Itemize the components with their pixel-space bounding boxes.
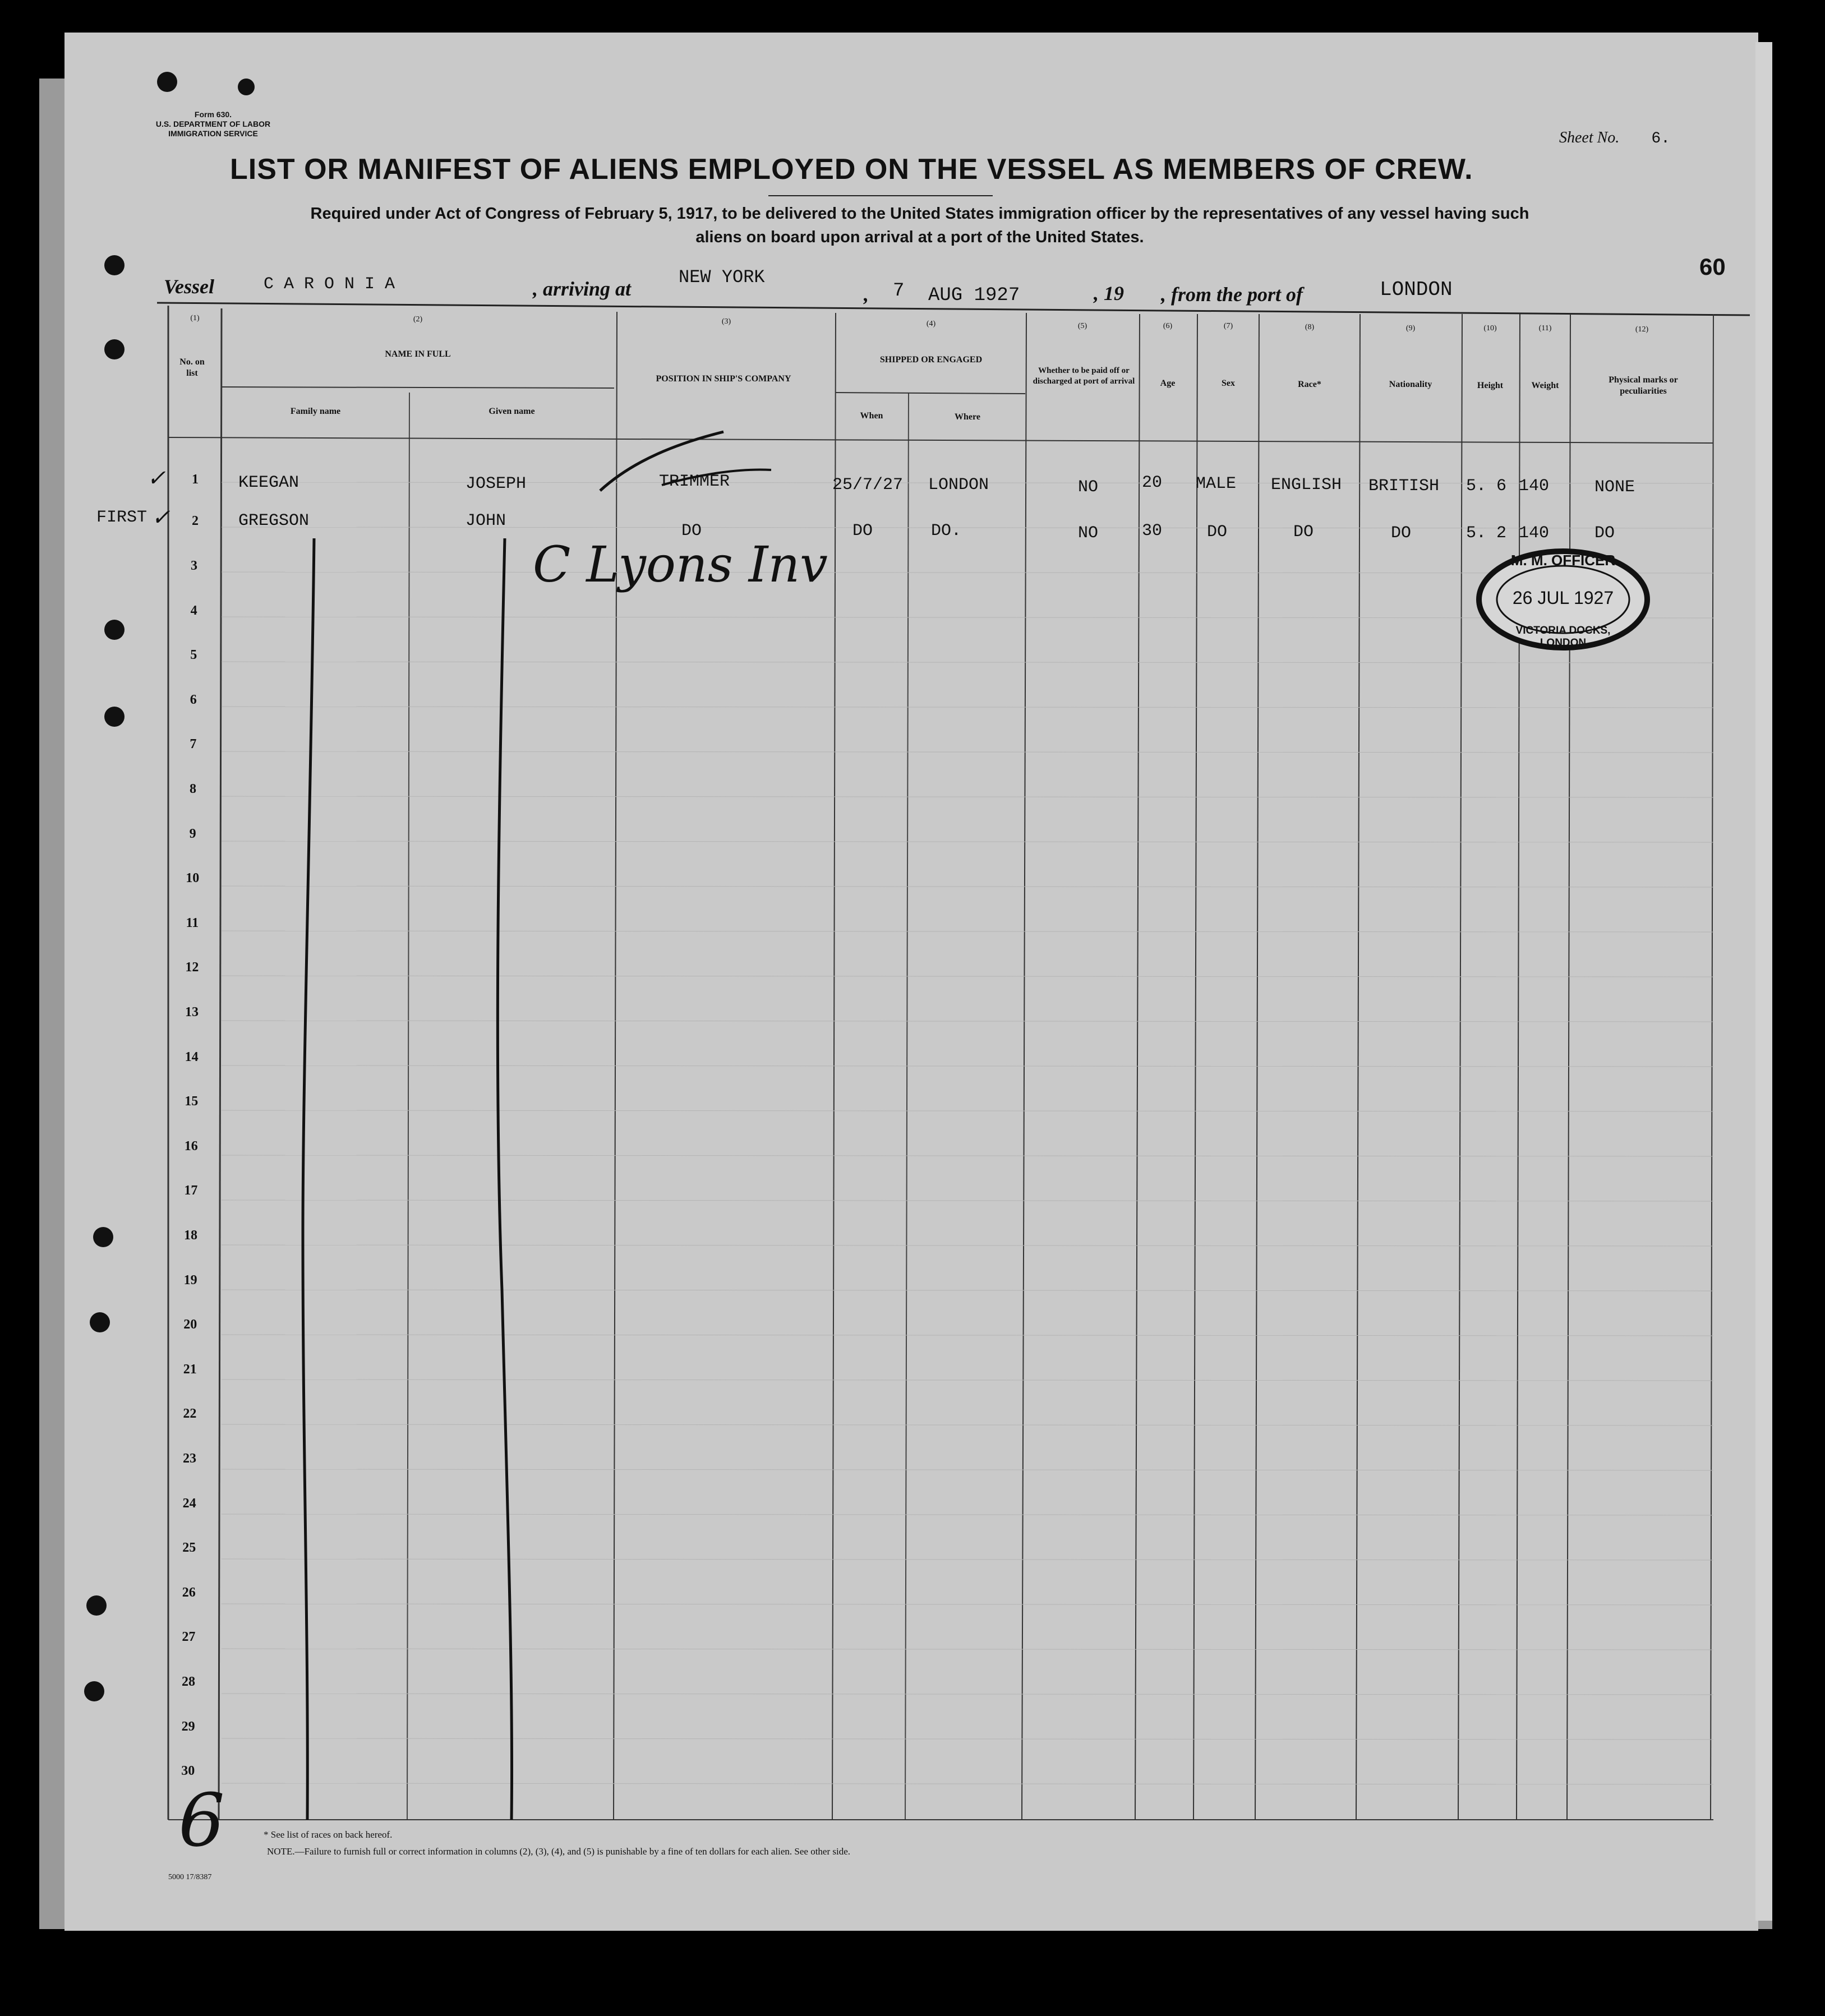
checkmark-icon: ✓ (151, 505, 170, 530)
col12-header: Physical marks or peculiarities (1609, 375, 1678, 396)
handwritten-number: 6 (178, 1778, 225, 1863)
height: 5. 6 (1466, 477, 1507, 496)
footnote-penalty: NOTE.—Failure to furnish full or correct information in columns (2), (3), (4), and (5) is punishable by a fine of ten dollars for each alien. See other side. (267, 1846, 851, 1857)
row-number: 26 (182, 1585, 196, 1600)
col4-header: SHIPPED OR ENGAGED (879, 355, 983, 365)
col2a-header: Family name (290, 407, 341, 416)
page-number: 60 (1699, 253, 1726, 280)
row-number: 28 (182, 1674, 195, 1689)
shipped-when: 25/7/27 (832, 476, 904, 495)
subtitle-line-1: Required under Act of Congress of February 5, 1917, to be delivered to the United States immigration officer by the representatives of any vessel having such (310, 205, 1529, 223)
col7-header: Sex (1222, 379, 1235, 388)
col10-number: (10) (1483, 324, 1497, 333)
department-name: U.S. DEPARTMENT OF LABOR (155, 119, 271, 128)
family-name: GREGSON (238, 511, 310, 530)
row-number: 25 (182, 1540, 196, 1556)
nationality: DO (1391, 524, 1412, 543)
col3-header: POSITION IN SHIP'S COMPANY (656, 374, 791, 384)
row-number: 18 (184, 1228, 197, 1243)
comma-mark: , (864, 283, 869, 306)
col6-header: Age (1160, 379, 1176, 388)
victoria-docks-stamp (1476, 548, 1650, 651)
col3-number: (3) (721, 317, 731, 326)
nationality: BRITISH (1368, 477, 1440, 496)
paid-off: NO (1078, 478, 1099, 497)
arriving-label: , arriving at (533, 278, 632, 300)
col4b-header: Where (955, 412, 980, 422)
age: 20 (1142, 473, 1163, 492)
row-number: 1 (192, 472, 199, 487)
row-number: 3 (191, 559, 197, 573)
col2-number: (2) (413, 315, 423, 324)
row-number: 20 (183, 1317, 197, 1332)
col4-number: (4) (926, 320, 936, 328)
paid-off: NO (1078, 524, 1099, 543)
row-number: 22 (183, 1406, 197, 1422)
weight: 140 (1519, 524, 1550, 543)
manifest-title: LIST OR MANIFEST OF ALIENS EMPLOYED ON THE VESSEL AS MEMBERS OF CREW. (230, 153, 1473, 186)
col2b-header: Given name (488, 407, 535, 416)
age: 30 (1142, 522, 1163, 541)
row-number: 2 (192, 514, 199, 528)
row-number: 7 (190, 737, 197, 752)
handwritten-annotation: C Lyons Inv (533, 536, 828, 593)
row-number: 16 (184, 1138, 198, 1154)
col11-header: Weight (1531, 381, 1559, 390)
year-prefix: , 19 (1094, 282, 1124, 305)
row-number: 23 (183, 1451, 196, 1466)
vessel-label: Vessel (164, 275, 214, 298)
physical-marks: DO (1594, 524, 1615, 543)
col9-header: Nationality (1389, 380, 1432, 389)
col11-number: (11) (1538, 324, 1552, 333)
given-name: JOHN (466, 511, 506, 530)
shipped-where: LONDON (928, 476, 989, 495)
from-port-label: , from the port of (1161, 283, 1303, 306)
col9-number: (9) (1405, 324, 1416, 333)
row-number: 14 (185, 1049, 199, 1064)
given-name: JOSEPH (466, 474, 527, 493)
row-number: 5 (190, 648, 197, 663)
race: DO (1293, 523, 1314, 542)
col6-number: (6) (1163, 322, 1173, 330)
row-number: 11 (186, 915, 199, 930)
col5-number: (5) (1077, 322, 1087, 330)
col12-number: (12) (1635, 325, 1649, 334)
row-number: 9 (189, 826, 196, 841)
shipped-where: DO. (931, 522, 962, 541)
family-name: KEEGAN (238, 473, 299, 492)
col8-number: (8) (1305, 323, 1315, 331)
row-number: 30 (181, 1764, 195, 1779)
col10-header: Height (1477, 381, 1504, 390)
row-number: 24 (182, 1496, 196, 1511)
form-number: Form 630. (194, 110, 232, 119)
sheet-value: 6. (1651, 130, 1670, 147)
row-number: 10 (186, 871, 200, 886)
col2-header: NAME IN FULL (385, 349, 451, 359)
row-number: 29 (181, 1719, 195, 1734)
height: 5. 2 (1466, 524, 1507, 543)
col7-number: (7) (1223, 322, 1233, 330)
col1-header: No. on list (179, 357, 205, 378)
physical-marks: NONE (1594, 478, 1635, 497)
row-number: 27 (182, 1630, 196, 1645)
weight: 140 (1519, 477, 1550, 496)
arrival-month-year: AUG 1927 (928, 285, 1020, 306)
shipped-when: DO (852, 522, 873, 541)
sex: DO (1207, 523, 1228, 542)
row-number: 12 (185, 960, 199, 975)
row-number: 21 (183, 1362, 197, 1377)
subtitle-line-2: aliens on board upon arrival at a port of the United States. (695, 228, 1144, 246)
row-number: 15 (185, 1094, 199, 1109)
margin-note-first: FIRST (96, 508, 148, 527)
arrival-day: 7 (893, 280, 905, 302)
sheet-label: Sheet No. (1559, 129, 1620, 146)
stamp-bottom-text: VICTORIA DOCKS, LONDON (1515, 625, 1611, 649)
sex: MALE (1196, 474, 1237, 493)
checkmark-icon: ✓ (147, 465, 166, 491)
row-number: 13 (185, 1005, 199, 1019)
row-number: 4 (190, 603, 197, 618)
row-number: 8 (190, 782, 196, 796)
col1-number: (1) (190, 314, 200, 322)
col8-header: Race* (1298, 380, 1321, 389)
service-name: IMMIGRATION SERVICE (168, 129, 258, 138)
row-number: 19 (183, 1272, 197, 1288)
ship-position: DO (681, 522, 702, 541)
from-port: LONDON (1380, 278, 1453, 301)
row-number: 6 (190, 692, 197, 707)
arriving-port: NEW YORK (679, 267, 765, 288)
ship-position: TRIMMER (659, 472, 730, 491)
vessel-name: C A R O N I A (264, 275, 395, 294)
col5-header: Whether to be paid off or discharged at port of arrival (1033, 366, 1135, 386)
col4a-header: When (860, 411, 883, 421)
stamp-date: 26 JUL 1927 (1512, 588, 1614, 608)
row-number: 17 (184, 1183, 198, 1198)
footnote-races: * See list of races on back hereof. (264, 1829, 393, 1840)
stamp-top-text: M. M. OFFICER (1510, 552, 1616, 569)
print-code: 5000 17/8387 (168, 1873, 212, 1881)
race: ENGLISH (1271, 476, 1342, 495)
